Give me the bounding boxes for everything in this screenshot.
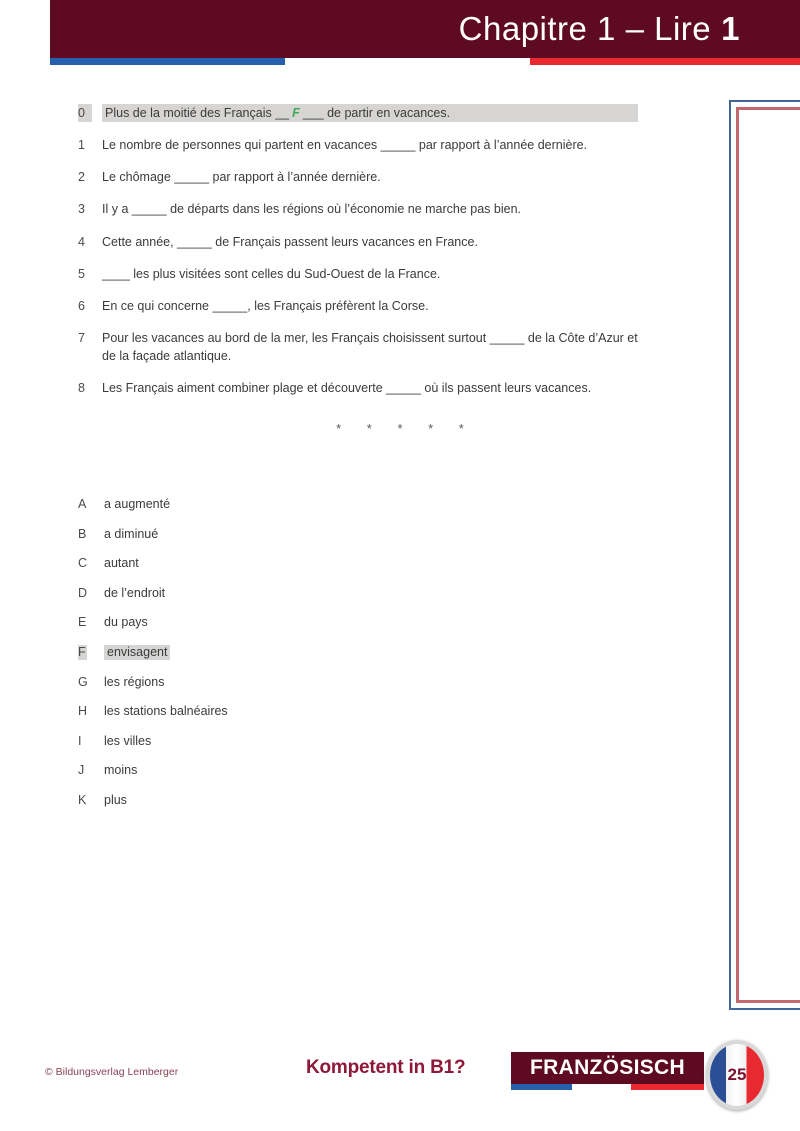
language-badge-stripe-group	[511, 1084, 704, 1090]
series-brand-title: Kompetent in B1?	[306, 1057, 466, 1078]
question-number: 6	[78, 298, 85, 313]
question-row	[78, 379, 638, 397]
question-text-after: ___ de partir en vacances.	[302, 106, 451, 120]
page-number: 25	[727, 1065, 747, 1084]
header-stripe-blue	[50, 58, 285, 65]
question-row	[78, 136, 638, 154]
question-text: En ce qui concerne _____, les Français préfèrent la Corse.	[102, 298, 429, 313]
option-label: plus	[104, 792, 127, 807]
question-number: 2	[78, 170, 85, 185]
option-letter: K	[78, 792, 87, 807]
question-row-example	[78, 104, 638, 122]
option-row	[78, 615, 478, 630]
option-row	[78, 734, 478, 749]
question-text-before: Plus de la moitié des Français __	[105, 106, 290, 120]
question-number: 4	[78, 234, 85, 249]
question-text: Cette année, _____ de Français passent leurs vacances en France.	[102, 234, 478, 249]
option-row	[78, 556, 478, 571]
question-text: Il y a _____ de départs dans les régions où l’économie ne marche pas bien.	[102, 202, 522, 217]
option-letter: B	[78, 526, 87, 541]
option-letter: F	[78, 644, 86, 659]
option-letter: E	[78, 615, 87, 630]
page-title	[459, 10, 740, 48]
language-badge-stripe-blue	[511, 1084, 572, 1090]
question-text: Le chômage _____ par rapport à l’année dernière.	[102, 170, 381, 185]
option-label: les stations balnéaires	[104, 704, 228, 719]
question-row	[78, 265, 638, 283]
question-text: Pour les vacances au bord de la mer, les Français choisissent surtout _____ de la Côte d’Azur et de la façade atlantique.	[102, 330, 638, 363]
question-number: 7	[78, 330, 85, 345]
question-number: 8	[78, 381, 85, 396]
question-number: 0	[78, 104, 92, 122]
question-list	[78, 104, 638, 411]
option-label: de l’endroit	[104, 585, 166, 600]
option-letter: A	[78, 497, 87, 511]
language-badge-stripe-red	[631, 1084, 704, 1090]
option-row	[78, 675, 478, 690]
option-label: autant	[104, 556, 139, 571]
answer-options-list	[78, 497, 478, 823]
side-note-panel-inner-border	[736, 107, 800, 1003]
option-row	[78, 497, 478, 512]
option-letter: I	[78, 733, 82, 748]
page-number-badge	[706, 1040, 768, 1110]
option-row	[78, 763, 478, 778]
question-text: ____ les plus visitées sont celles du Sud-Ouest de la France.	[102, 266, 441, 281]
option-label: envisagent	[104, 645, 170, 660]
option-letter: J	[78, 763, 85, 778]
question-row	[78, 168, 638, 186]
header-stripe-group	[50, 58, 800, 65]
option-label: moins	[104, 763, 138, 778]
question-number: 3	[78, 202, 85, 217]
question-row	[78, 329, 638, 365]
option-letter: C	[78, 556, 88, 571]
option-row	[78, 704, 478, 719]
option-letter: H	[78, 704, 88, 719]
option-label: les villes	[104, 733, 152, 748]
question-row	[78, 297, 638, 315]
question-row	[78, 200, 638, 218]
option-row	[78, 586, 478, 601]
question-text	[102, 104, 638, 122]
page-title-text: Chapitre 1 – Lire	[458, 10, 712, 47]
option-label: les régions	[104, 674, 165, 689]
page-header-band	[50, 0, 800, 58]
question-row	[78, 233, 638, 251]
question-number: 1	[78, 138, 85, 153]
example-answer-letter: F	[292, 106, 300, 120]
option-label: a augmenté	[104, 497, 171, 511]
language-badge-label: FRANZÖSISCH	[530, 1056, 685, 1079]
question-text: Les Français aiment combiner plage et découverte _____ où ils passent leurs vacances.	[102, 381, 592, 396]
option-letter: G	[78, 674, 88, 689]
question-text: Le nombre de personnes qui partent en vacances _____ par rapport à l’année dernière.	[102, 138, 588, 153]
option-row-selected	[78, 645, 478, 660]
header-stripe-red	[530, 58, 800, 65]
chapter-number: 1	[721, 10, 740, 47]
section-separator: * * * * *	[336, 421, 475, 436]
side-note-panel	[729, 100, 800, 1010]
option-row	[78, 793, 478, 808]
language-badge	[511, 1052, 704, 1084]
option-row	[78, 527, 478, 542]
option-label: du pays	[104, 615, 148, 630]
option-label: a diminué	[104, 526, 159, 541]
copyright-notice: © Bildungsverlag Lemberger	[45, 1066, 179, 1078]
question-number: 5	[78, 266, 85, 281]
option-letter: D	[78, 585, 88, 600]
